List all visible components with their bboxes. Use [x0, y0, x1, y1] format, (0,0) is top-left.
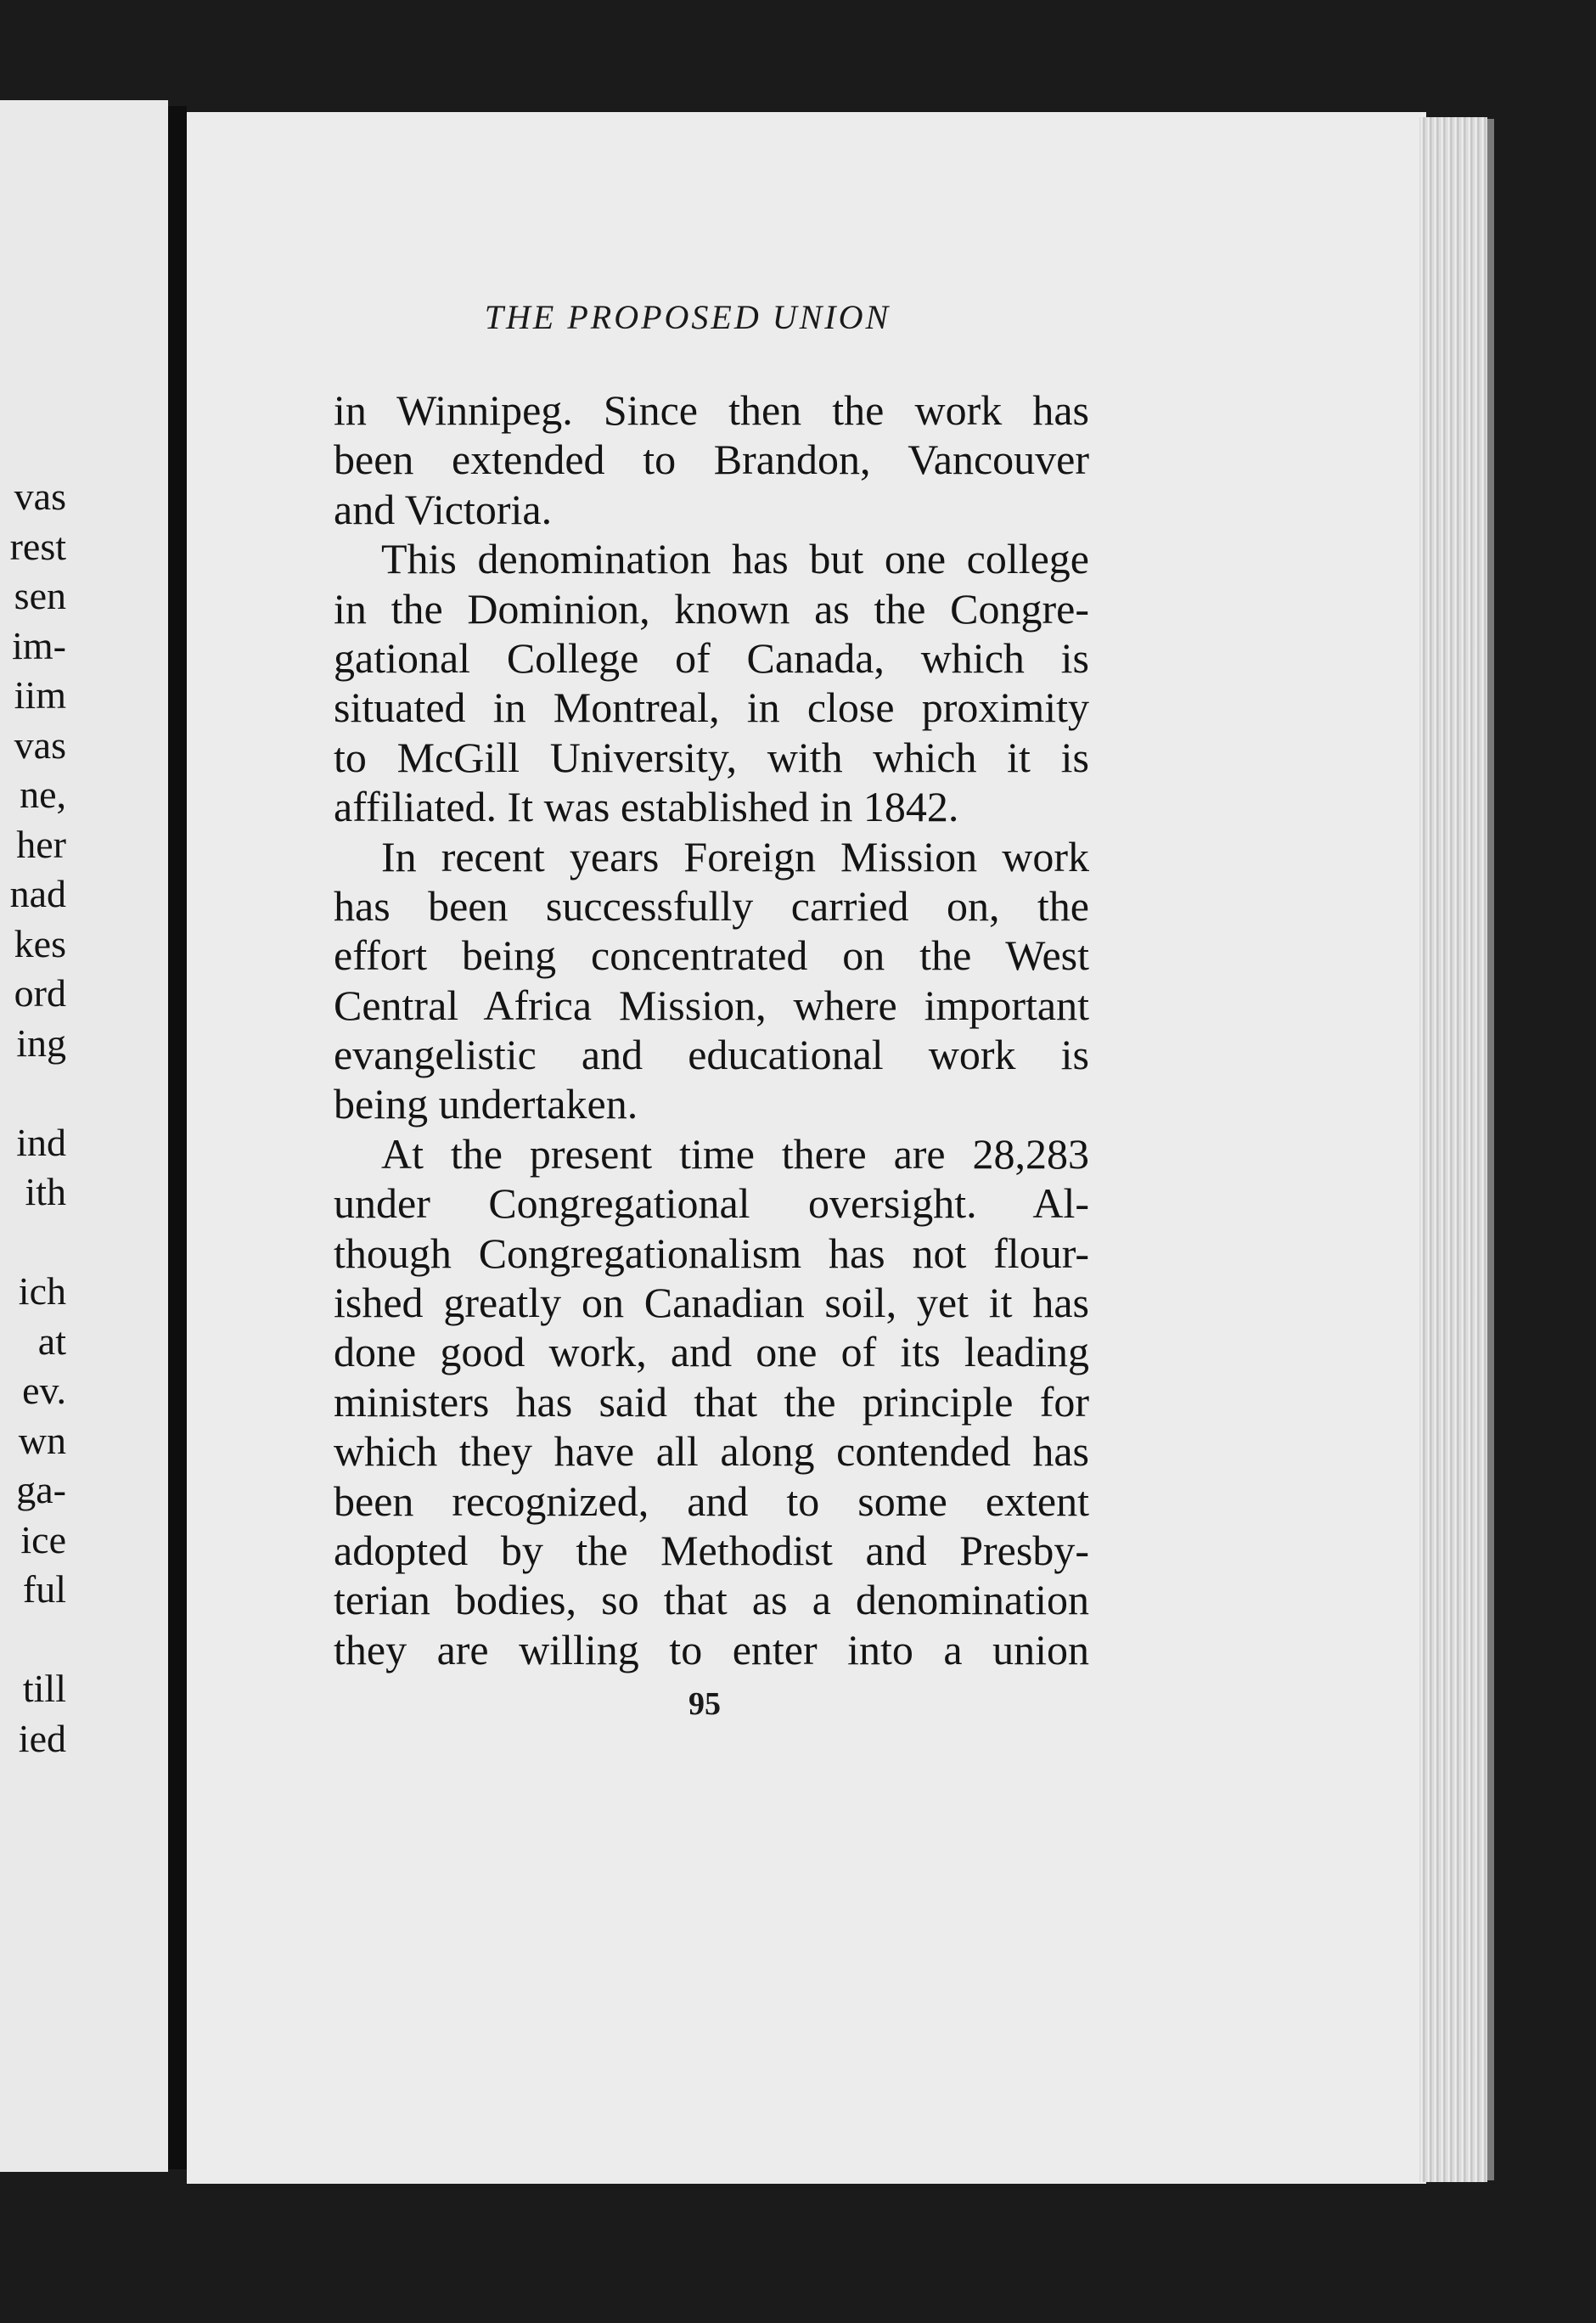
text-line: which they have all along contended has [334, 1427, 1089, 1476]
left-line: ice [20, 1517, 66, 1561]
left-line: ied [18, 1716, 66, 1760]
left-line: vas [14, 723, 66, 767]
text-line: affiliated. It was established in 1842. [334, 783, 959, 831]
text-line: evangelistic and educational work is [334, 1031, 1089, 1079]
text-line: though Congregationalism has not flour- [334, 1229, 1089, 1277]
left-line: till [22, 1667, 66, 1710]
page-edges [1419, 117, 1487, 2182]
text-line: to McGill University, with which it is [334, 733, 1089, 781]
left-line: kes [14, 921, 66, 965]
left-line: ev. [22, 1369, 66, 1412]
text-line: in Winnipeg. Since then the work has [334, 386, 1089, 434]
left-line: im- [12, 623, 66, 667]
body-text [334, 385, 1089, 1674]
left-line: ith [25, 1170, 66, 1213]
text-line: under Congregational oversight. Al- [334, 1179, 1089, 1228]
text-line: ished greatly on Canadian soil, yet it has [334, 1279, 1089, 1327]
left-line: ful [22, 1567, 66, 1611]
text-line: In recent years Foreign Mission work [381, 832, 1089, 880]
left-page [0, 100, 168, 2172]
left-line: ord [14, 971, 66, 1015]
left-line: vas [14, 475, 66, 518]
text-line: and Victoria. [334, 485, 553, 533]
text-line: terian bodies, so that as a denomination [334, 1576, 1089, 1624]
left-line: ind [16, 1120, 66, 1164]
text-line: This denomination has but one college [381, 535, 1089, 583]
text-line: effort being concentrated on the West [334, 931, 1089, 980]
text-line: ministers has said that the principle for [334, 1377, 1089, 1426]
left-line: wn [18, 1418, 66, 1462]
page-edge-shadow [1487, 119, 1494, 2180]
text-line: has been successfully carried on, the [334, 881, 1089, 930]
text-line: adopted by the Methodist and Presby- [334, 1526, 1089, 1574]
left-line [0, 1218, 66, 1268]
left-line: ing [16, 1021, 66, 1065]
text-line: been recognized, and to some extent [334, 1476, 1089, 1525]
running-head: THE PROPOSED UNION [484, 298, 891, 336]
left-line: her [16, 822, 66, 866]
text-line: being undertaken. [334, 1080, 638, 1128]
left-line: nad [9, 872, 66, 915]
left-line: ne, [20, 773, 66, 816]
text-line: situated in Montreal, in close proximity [334, 683, 1089, 732]
gutter [168, 106, 187, 2169]
page-number: 95 [688, 1686, 721, 1722]
text-line: in the Dominion, known as the Congre- [334, 584, 1089, 633]
text-line: they are willing to enter into a union [334, 1625, 1089, 1673]
left-line [0, 1068, 66, 1118]
left-line: ga- [16, 1468, 66, 1511]
text-line: gational College of Canada, which is [334, 633, 1089, 682]
text-line: been extended to Brandon, Vancouver [334, 436, 1089, 484]
left-page-text [0, 472, 66, 1763]
text-line: done good work, and one of its leading [334, 1328, 1089, 1376]
left-line: rest [9, 524, 66, 568]
text-line: At the present time there are 28,283 [381, 1129, 1089, 1178]
left-line: at [37, 1319, 66, 1363]
left-line: sen [14, 574, 66, 617]
text-line: Central Africa Mission, where important [334, 981, 1089, 1029]
left-line [0, 1615, 66, 1665]
left-line: ich [18, 1269, 66, 1313]
left-line: iim [14, 673, 66, 717]
